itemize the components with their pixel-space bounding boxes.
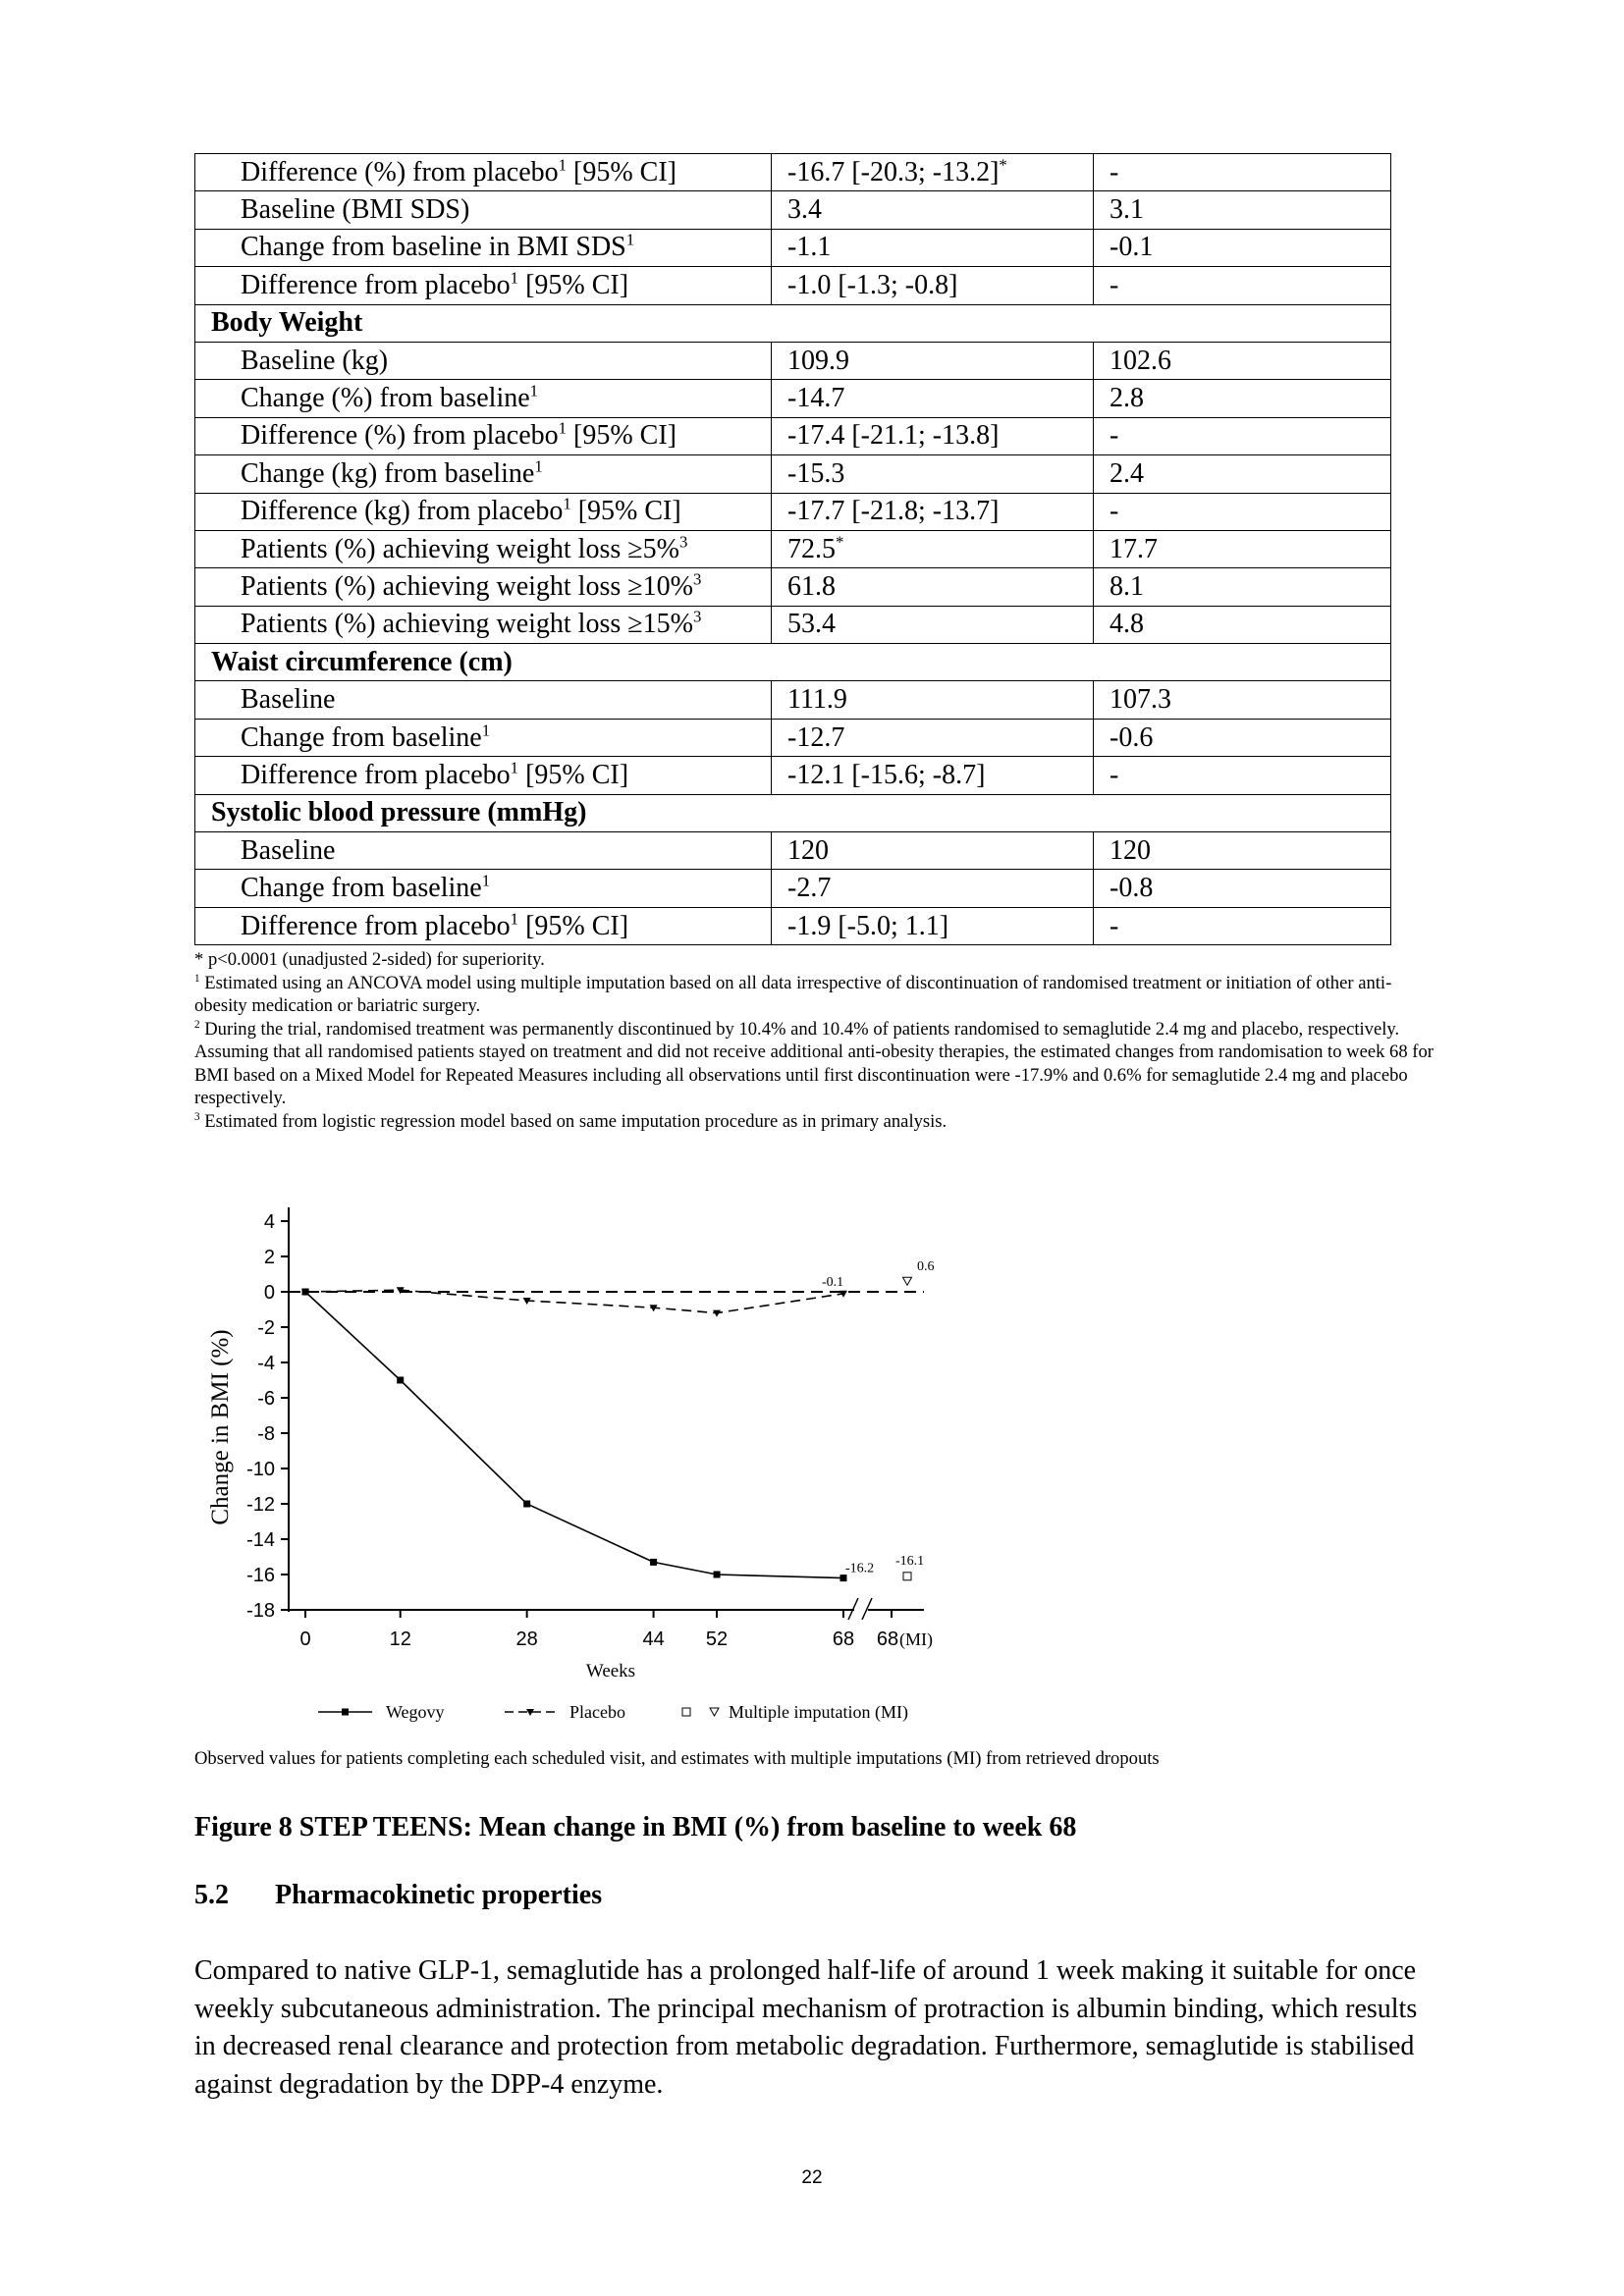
table-section-row: [195, 644, 1391, 681]
row-label: [195, 606, 772, 643]
figure-caption: Figure 8 STEP TEENS: Mean change in BMI (%) from baseline to week 68: [194, 1812, 1077, 1842]
cell-semaglutide-value: -17.7 [-21.8; -13.7]: [787, 496, 1000, 527]
data-label: -16.2: [845, 1561, 875, 1576]
cell-semaglutide-value: -12.7: [787, 721, 845, 753]
table-row: [195, 870, 1391, 907]
x-tick-label: 68: [832, 1629, 855, 1650]
data-label: -0.1: [822, 1275, 844, 1290]
row-label: [195, 757, 772, 794]
legend-wegovy-label: Wegovy: [386, 1702, 445, 1722]
legend-mi-triangle-marker: [710, 1708, 719, 1716]
cell-placebo-value: 3.1: [1110, 194, 1144, 226]
cell-placebo-value: -: [1110, 156, 1119, 187]
cell-semaglutide: [772, 154, 1094, 191]
footnote-2-mark: 2: [194, 1018, 200, 1031]
table-row: [195, 267, 1391, 304]
legend-mi-label: Multiple imputation (MI): [729, 1702, 908, 1722]
data-point-wegovy: [650, 1559, 657, 1566]
chart-note: Observed values for patients completing each scheduled visit, and estimates with multiple imputations (MI) from retrieved dropouts: [194, 1748, 1160, 1769]
footnote-3-text: Estimated from logistic regression model based on same imputation procedure as in primary analysis.: [199, 1110, 947, 1132]
x-tick-label: 52: [705, 1629, 729, 1650]
section-label: [195, 304, 1391, 342]
cell-semaglutide: [772, 870, 1094, 907]
cell-placebo: [1094, 870, 1391, 907]
cell-semaglutide: [772, 455, 1094, 493]
row-label: [195, 681, 772, 719]
cell-semaglutide: [772, 267, 1094, 304]
page-number: 22: [801, 2167, 823, 2188]
data-point-wegovy: [397, 1377, 404, 1384]
row-label: [195, 530, 772, 567]
row-label: [195, 493, 772, 530]
row-label-text: Difference from placebo: [241, 269, 511, 300]
cell-placebo-value: -: [1110, 420, 1119, 452]
footnote-1-text: Estimated using an ANCOVA model using multiple imputation based on all data irrespective of discontinuation of randomised treatment or initiation of other anti-obesity medication or bariatric surgery.: [194, 972, 1392, 1016]
table-row: [195, 455, 1391, 493]
cell-placebo: [1094, 568, 1391, 606]
row-label-text: Baseline (BMI SDS): [241, 194, 470, 226]
row-label-footnote: 1: [625, 231, 635, 250]
row-label-suffix: [95% CI]: [567, 156, 677, 187]
row-label-text: Difference (%) from placebo: [241, 420, 559, 452]
cell-placebo-value: 102.6: [1110, 345, 1171, 376]
cell-semaglutide-value: -15.3: [787, 457, 845, 489]
cell-placebo: [1094, 417, 1391, 454]
row-label-footnote: 3: [678, 532, 688, 552]
cell-semaglutide: [772, 191, 1094, 229]
section-heading: [194, 1880, 602, 1911]
cell-semaglutide-value: 61.8: [787, 570, 836, 602]
row-label-suffix: [95% CI]: [567, 420, 677, 452]
cell-placebo: [1094, 229, 1391, 266]
row-label-text: Difference from placebo: [241, 910, 511, 941]
y-axis-title: Change in BMI (%): [207, 1329, 234, 1525]
table-row: [195, 719, 1391, 756]
cell-placebo-value: 107.3: [1110, 684, 1171, 716]
cell-placebo-value: -: [1110, 910, 1119, 941]
y-tick-label: -16: [246, 1565, 275, 1586]
y-tick-label: -4: [257, 1353, 275, 1374]
cell-placebo: [1094, 907, 1391, 944]
row-label: [195, 719, 772, 756]
x-tick-label: 68: [876, 1629, 899, 1650]
footnote-1-mark: 1: [194, 972, 200, 985]
cell-semaglutide-value: -17.4 [-21.1; -13.8]: [787, 420, 1000, 452]
x-tick-label: 44: [642, 1629, 665, 1650]
results-table-body: [195, 154, 1391, 945]
legend-placebo-label: Placebo: [569, 1702, 625, 1722]
cell-semaglutide: [772, 606, 1094, 643]
row-label: [195, 568, 772, 606]
cell-semaglutide-footnote: *: [999, 155, 1007, 175]
x-tick-mi-suffix: (MI): [899, 1629, 933, 1649]
cell-placebo: [1094, 530, 1391, 567]
cell-semaglutide-value: -2.7: [787, 873, 832, 904]
legend-mi-square-marker: [682, 1708, 690, 1716]
table-row: [195, 229, 1391, 266]
cell-semaglutide: [772, 907, 1094, 944]
cell-semaglutide-value: 120: [787, 834, 829, 866]
series-line-wegovy: [305, 1292, 843, 1578]
row-label-suffix: [95% CI]: [518, 759, 629, 790]
cell-semaglutide-footnote: *: [836, 532, 844, 552]
mi-point-placebo: [903, 1277, 912, 1285]
table-section-row: [195, 304, 1391, 342]
data-point-wegovy: [523, 1501, 530, 1508]
cell-semaglutide-value: 109.9: [787, 345, 849, 376]
table-row: [195, 681, 1391, 719]
cell-semaglutide-value: -14.7: [787, 383, 845, 414]
cell-placebo-value: 8.1: [1110, 570, 1144, 602]
table-row: [195, 568, 1391, 606]
row-label-text: Baseline (kg): [241, 345, 389, 376]
row-label-text: Change from baseline in BMI SDS: [241, 232, 626, 263]
cell-semaglutide: [772, 568, 1094, 606]
cell-placebo-value: -: [1110, 759, 1119, 790]
row-label: [195, 417, 772, 454]
footnote-3: [194, 1110, 1434, 1134]
table-row: [195, 832, 1391, 870]
footnote-star: * p<0.0001 (unadjusted 2-sided) for superiority.: [194, 949, 545, 970]
series-line-placebo: [305, 1290, 843, 1312]
section-label-text: Systolic blood pressure (mmHg): [211, 797, 587, 828]
x-axis-title: Weeks: [585, 1661, 636, 1682]
row-label-text: Difference from placebo: [241, 759, 511, 790]
cell-semaglutide: [772, 719, 1094, 756]
cell-placebo: [1094, 757, 1391, 794]
data-label: 0.6: [917, 1259, 935, 1274]
x-tick-label: 0: [299, 1629, 311, 1650]
cell-placebo: [1094, 681, 1391, 719]
row-label: [195, 907, 772, 944]
section-label: [195, 794, 1391, 831]
row-label-text: Difference (%) from placebo: [241, 156, 559, 187]
row-label-footnote: 1: [563, 494, 571, 513]
section-title: Pharmacokinetic properties: [275, 1880, 603, 1910]
cell-placebo: [1094, 493, 1391, 530]
row-label-suffix: [95% CI]: [518, 269, 629, 300]
data-point-wegovy: [714, 1572, 721, 1578]
cell-placebo: [1094, 380, 1391, 417]
cell-semaglutide-value: -1.0 [-1.3; -0.8]: [787, 269, 958, 300]
cell-placebo-value: 17.7: [1110, 533, 1158, 564]
cell-placebo: [1094, 342, 1391, 379]
footnote-2: [194, 1018, 1434, 1110]
row-label-footnote: 3: [692, 569, 702, 589]
cell-placebo-value: -0.8: [1110, 873, 1154, 904]
row-label-text: Change (%) from baseline: [241, 383, 530, 414]
footnote-2-text: During the trial, randomised treatment was permanently discontinued by 10.4% and 10.4% of patients randomised to semaglutide 2.4 mg and placebo, respectively. Assuming that all randomised patients stayed on treatment and did not receive additional anti-obesity therapies, the estimated changes from randomisation to week 68 for BMI based on a Mixed Model for Repeated Measures including all observations until first discontinuation were -17.9% and 0.6% for semaglutide 2.4 mg and placebo respectively.: [194, 1018, 1434, 1108]
cell-placebo-value: 4.8: [1110, 609, 1144, 640]
y-tick-label: 2: [263, 1247, 275, 1268]
y-tick-label: -6: [257, 1388, 275, 1410]
body-paragraph: Compared to native GLP-1, semaglutide has a prolonged half-life of around 1 week making it suitable for once weekly subcutaneous administration. The principal mechanism of protraction is albumin binding, which results in decreased renal clearance and protection from metabolic degradation. Furthermore, semaglutide is stabilised against degradation by the DPP-4 enzyme.: [194, 1955, 1418, 2100]
cell-placebo: [1094, 719, 1391, 756]
cell-semaglutide-value: -1.1: [787, 232, 832, 263]
cell-semaglutide: [772, 757, 1094, 794]
row-label: [195, 380, 772, 417]
cell-placebo: [1094, 455, 1391, 493]
x-tick-label: 12: [389, 1629, 411, 1650]
row-label: [195, 342, 772, 379]
data-label: -16.1: [895, 1553, 925, 1569]
mi-point-wegovy: [903, 1573, 911, 1580]
row-label-footnote: 3: [692, 608, 702, 627]
x-tick-label: 28: [515, 1629, 538, 1650]
results-table: [194, 153, 1391, 945]
row-label-text: Change from baseline: [241, 721, 482, 753]
row-label-text: Change from baseline: [241, 873, 482, 904]
cell-semaglutide-value: 111.9: [787, 684, 847, 716]
cell-placebo: [1094, 832, 1391, 870]
row-label-footnote: 1: [510, 758, 519, 777]
row-label-text: Baseline: [241, 834, 336, 866]
cell-placebo-value: 2.8: [1110, 383, 1144, 414]
cell-semaglutide: [772, 681, 1094, 719]
cell-semaglutide-value: 72.5: [787, 533, 836, 564]
cell-semaglutide: [772, 530, 1094, 567]
cell-placebo: [1094, 154, 1391, 191]
y-tick-label: -10: [246, 1459, 275, 1480]
row-label-footnote: 1: [510, 909, 519, 929]
row-label-footnote: 1: [529, 381, 539, 400]
cell-placebo: [1094, 191, 1391, 229]
table-row: [195, 907, 1391, 944]
cell-placebo-value: -: [1110, 496, 1119, 527]
section-label-text: Waist circumference (cm): [211, 646, 513, 677]
y-tick-label: -14: [246, 1529, 275, 1551]
y-tick-label: 0: [263, 1282, 275, 1304]
row-label-text: Patients (%) achieving weight loss ≥10%: [241, 570, 693, 602]
cell-semaglutide-value: -1.9 [-5.0; 1.1]: [787, 910, 949, 941]
cell-placebo-value: 120: [1110, 834, 1151, 866]
section-label-text: Body Weight: [211, 307, 363, 339]
y-tick-label: -2: [257, 1317, 275, 1339]
table-row: [195, 530, 1391, 567]
table-row: [195, 154, 1391, 191]
cell-semaglutide-value: 3.4: [787, 194, 822, 226]
row-label-suffix: [95% CI]: [570, 496, 681, 527]
cell-placebo-value: -0.1: [1110, 232, 1154, 263]
row-label: [195, 832, 772, 870]
cell-semaglutide: [772, 380, 1094, 417]
footnote-1: [194, 972, 1434, 1018]
row-label-footnote: 1: [558, 155, 568, 175]
cell-placebo-value: -0.6: [1110, 721, 1154, 753]
table-row: [195, 191, 1391, 229]
cell-semaglutide-value: -12.1 [-15.6; -8.7]: [787, 759, 986, 790]
cell-placebo: [1094, 267, 1391, 304]
cell-placebo-value: -: [1110, 269, 1119, 300]
cell-semaglutide: [772, 832, 1094, 870]
row-label: [195, 870, 772, 907]
row-label-footnote: 1: [534, 456, 543, 476]
table-row: [195, 757, 1391, 794]
cell-semaglutide-value: 53.4: [787, 609, 836, 640]
row-label-footnote: 1: [481, 721, 491, 740]
cell-placebo: [1094, 606, 1391, 643]
y-tick-label: 4: [263, 1211, 275, 1233]
y-tick-label: -12: [246, 1494, 275, 1516]
row-label-suffix: [95% CI]: [518, 910, 629, 941]
section-number: 5.2: [194, 1880, 229, 1910]
row-label-footnote: 1: [510, 268, 519, 288]
table-row: [195, 342, 1391, 379]
row-label: [195, 154, 772, 191]
legend-wegovy-marker: [342, 1709, 349, 1716]
table-footnotes: [194, 948, 1434, 1133]
cell-semaglutide-value: -16.7 [-20.3; -13.2]: [787, 156, 1000, 187]
cell-semaglutide: [772, 493, 1094, 530]
table-row: [195, 493, 1391, 530]
cell-semaglutide: [772, 342, 1094, 379]
table-section-row: [195, 794, 1391, 831]
row-label: [195, 267, 772, 304]
row-label: [195, 455, 772, 493]
cell-placebo-value: 2.4: [1110, 457, 1144, 489]
y-tick-label: -8: [257, 1423, 275, 1445]
row-label-footnote: 1: [481, 871, 491, 890]
cell-semaglutide: [772, 417, 1094, 454]
section-label: [195, 644, 1391, 681]
footnote-3-mark: 3: [194, 1110, 200, 1123]
row-label-text: Change (kg) from baseline: [241, 457, 535, 489]
row-label-text: Patients (%) achieving weight loss ≥5%: [241, 533, 679, 564]
y-tick-label: -18: [246, 1600, 275, 1622]
table-row: [195, 606, 1391, 643]
table-row: [195, 417, 1391, 454]
row-label-text: Patients (%) achieving weight loss ≥15%: [241, 609, 693, 640]
row-label: [195, 229, 772, 266]
row-label: [195, 191, 772, 229]
row-label-footnote: 1: [558, 419, 568, 439]
bmi-change-chart: [192, 1188, 978, 1737]
table-row: [195, 380, 1391, 417]
row-label-text: Difference (kg) from placebo: [241, 496, 564, 527]
row-label-text: Baseline: [241, 684, 336, 716]
cell-semaglutide: [772, 229, 1094, 266]
